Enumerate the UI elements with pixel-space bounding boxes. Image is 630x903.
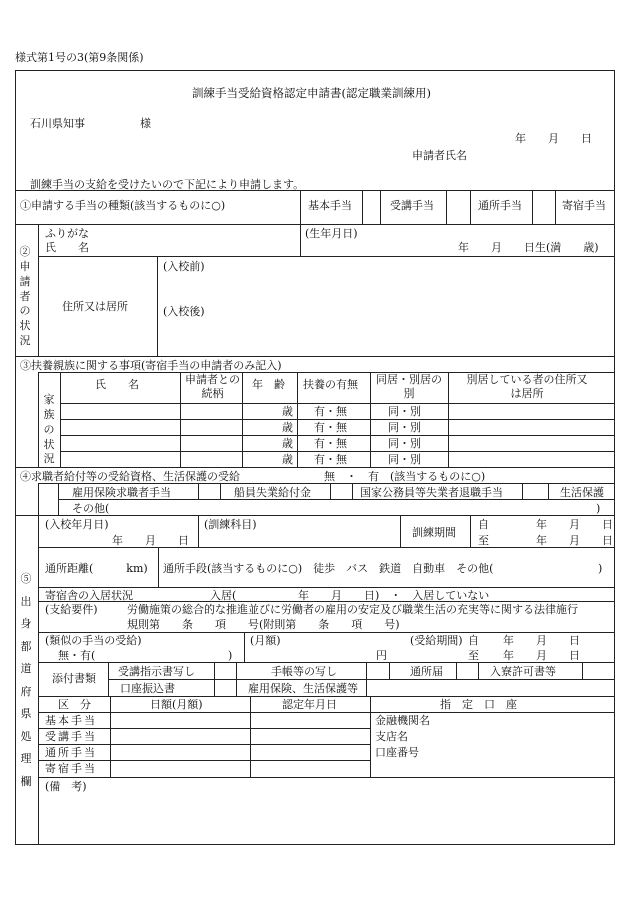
attach-dorm-permit: 入寮許可書等 (490, 665, 556, 678)
col-separate-address: 別居している者の住所又は居所 (466, 373, 588, 400)
yen-unit: 円 (376, 649, 387, 662)
family-status-side-label: 家族の状況 (43, 393, 55, 466)
col-cert-date: 認定年月日 (282, 698, 337, 711)
remarks-label: (備 考) (45, 780, 87, 793)
branch-label: 支店名 (375, 730, 408, 743)
eligibility-rule: 規則第 条 項 号(附則第 条 項 号) (127, 618, 400, 631)
receipt-to-date: 年 月 日 (503, 649, 580, 662)
monthly-amount-label: (月額) (250, 634, 281, 647)
attach-commute-notice: 通所届 (410, 665, 443, 678)
addressee: 石川県知事 (30, 117, 85, 130)
benefit-employment-insurance: 雇用保険求職者手当 (72, 486, 171, 499)
form-number: 様式第1号の3(第9条関係) (15, 51, 144, 64)
living-choice: 同・別 (388, 421, 421, 434)
row-dorm: 寄宿手当 (45, 762, 97, 775)
row-commute: 通所手当 (45, 746, 97, 759)
living-choice: 同・別 (388, 405, 421, 418)
col-dependent: 扶養の有無 (303, 378, 358, 391)
name-label: 氏 名 (45, 241, 89, 254)
address-after-label: (入校後) (163, 305, 205, 318)
benefit-seafarer: 船員失業給付金 (234, 486, 311, 499)
origin-prefecture-side-label: ⑤出身都道府県処理欄 (20, 572, 32, 788)
commute-means: 通所手段(該当するものに○) 徒歩 バス 鉄道 自動車 その他( (163, 562, 494, 575)
birth-date-line: 年 月 日生(満 歳) (458, 241, 599, 254)
attach-insurance-welfare: 雇用保険、生活保護等 (248, 682, 358, 695)
living-choice: 同・別 (388, 437, 421, 450)
col-daily-amount: 日額(月額) (150, 698, 203, 711)
benefit-public-servant: 国家公務員等失業者退職手当 (360, 486, 503, 499)
birth-label: (生年月日) (305, 227, 358, 240)
period-from-date: 年 月 日 (536, 518, 613, 531)
benefit-other-close: ) (596, 502, 601, 515)
type-course: 受講手当 (390, 199, 434, 212)
col-account: 指 定 口 座 (440, 698, 517, 711)
dorm-move-in-date: 年 月 日) ・ 入居していない (298, 589, 490, 602)
receipt-from-date: 年 月 日 (503, 634, 580, 647)
address-before-label: (入校前) (163, 260, 205, 273)
receipt-period-label: (受給期間) (410, 634, 463, 647)
receipt-to: 至 (468, 649, 479, 662)
dependents-label: ③扶養親族に関する事項(寄宿手当の申請者のみ記入) (20, 359, 282, 372)
furigana-label: ふりがな (45, 227, 89, 240)
type-dorm: 寄宿手当 (562, 199, 606, 212)
col-age: 年 齢 (252, 378, 285, 391)
dorm-status-label: 寄宿舎の入居状況 (45, 589, 133, 602)
type-basic: 基本手当 (308, 199, 352, 212)
similar-allowance-label: (類似の手当の受給) (45, 634, 142, 647)
receipt-from: 自 (468, 634, 479, 647)
period-label: 訓練期間 (412, 526, 456, 539)
addressee-honorific: 様 (140, 117, 151, 130)
entry-date-line: 年 月 日 (112, 534, 189, 547)
dependent-choice: 有・無 (314, 437, 347, 450)
similar-allowance-close: ) (228, 649, 233, 662)
benefit-choice: 無 ・ 有 (該当するものに○) (324, 470, 486, 483)
dorm-move-in: 入居( (210, 589, 237, 602)
commute-distance: 通所距離( km) (45, 562, 148, 575)
dependent-choice: 有・無 (314, 421, 347, 434)
age-unit: 歳 (282, 453, 293, 466)
attach-instruction-copy: 受講指示書写し (118, 665, 195, 678)
benefit-welfare: 生活保護 (560, 486, 604, 499)
benefit-status-label: ④求職者給付等の受給資格、生活保護の受給 (20, 470, 240, 483)
col-relation: 申請者との続柄 (185, 373, 240, 400)
col-name: 氏 名 (95, 378, 139, 391)
eligibility-label: (支給要件) (45, 603, 98, 616)
commute-means-close: ) (598, 562, 603, 575)
bank-name-label: 金融機関名 (375, 714, 430, 727)
applicant-name-label: 申請者氏名 (412, 149, 467, 162)
course-label: (訓練科目) (204, 518, 257, 531)
form-title: 訓練手当受給資格認定申請書(認定職業訓練用) (192, 86, 431, 100)
col-category: 区 分 (58, 698, 91, 711)
type-commute: 通所手当 (478, 199, 522, 212)
attach-handbook-copy: 手帳等の写し (271, 665, 337, 678)
age-unit: 歳 (282, 421, 293, 434)
attachments-label: 添付書類 (52, 672, 96, 685)
dependent-choice: 有・無 (314, 453, 347, 466)
applicant-status-side-label: ②申請者の状況 (19, 245, 31, 348)
address-label: 住所又は居所 (62, 300, 128, 313)
dependent-choice: 有・無 (314, 405, 347, 418)
account-number-label: 口座番号 (375, 746, 419, 759)
similar-allowance-choice: 無・有( (58, 649, 96, 662)
period-to-date: 年 月 日 (536, 534, 613, 547)
col-living: 同居・別居の別 (376, 373, 442, 400)
intro-text: 訓練手当の支給を受けたいので下記により申請します。 (30, 178, 305, 191)
application-date: 年 月 日 (515, 132, 592, 145)
attach-transfer-form: 口座振込書 (120, 682, 175, 695)
benefit-other: その他( (72, 502, 110, 515)
entry-date-label: (入校年月日) (45, 518, 109, 531)
period-from: 自 (478, 518, 489, 531)
living-choice: 同・別 (388, 453, 421, 466)
period-to: 至 (478, 534, 489, 547)
age-unit: 歳 (282, 405, 293, 418)
row-basic: 基本手当 (45, 714, 97, 727)
eligibility-law: 労働施策の総合的な推進並びに労働者の雇用の安定及び職業生活の充実等に関する法律施行 (127, 603, 578, 616)
row-course: 受講手当 (45, 730, 97, 743)
age-unit: 歳 (282, 437, 293, 450)
allowance-type-label: ①申請する手当の種類(該当するものに○) (20, 199, 226, 212)
